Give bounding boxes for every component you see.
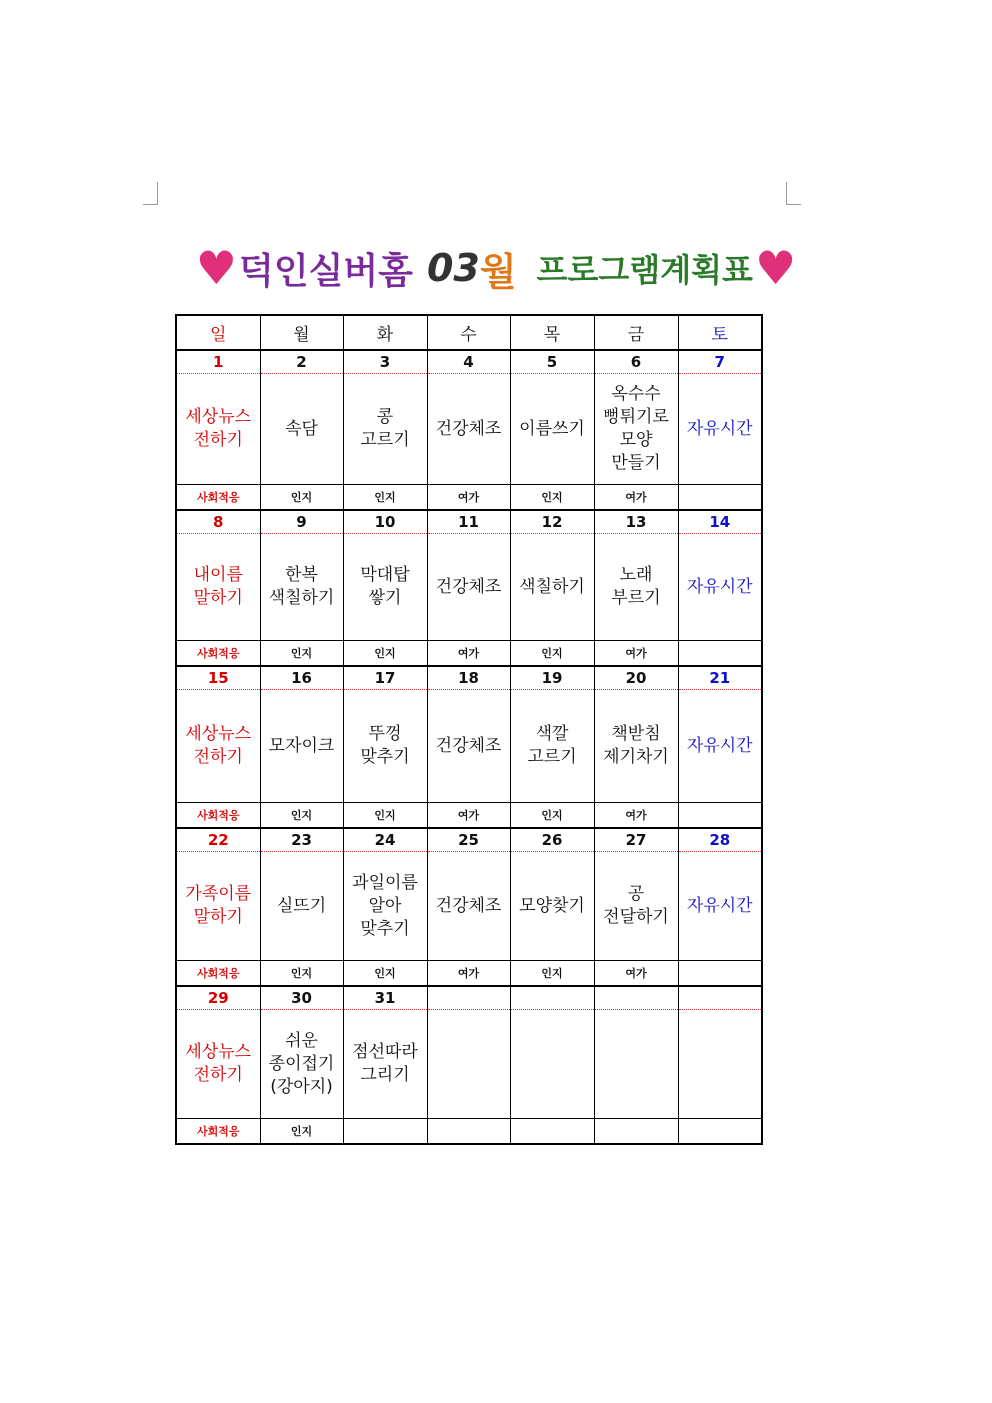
category-cell [678,485,762,511]
activity-text: (강아지) [270,1076,333,1097]
page-corner-mark-left [143,182,158,205]
activity-cell [594,534,678,641]
activity-cell [260,852,343,961]
category-row [176,961,762,987]
activity-text: 색칠하기 [268,588,335,608]
date-cell: 7 [678,350,762,374]
activity-cell [678,852,762,961]
weekday-header: 일 [176,315,260,350]
activity-cell [343,852,427,961]
heart-icon: ♥ [754,241,797,295]
activity-row [176,1010,762,1119]
category-cell: 사회적응 [176,961,260,987]
category-row [176,485,762,511]
activity-cell [510,534,594,641]
activity-text: 세상뉴스 [185,407,252,427]
date-row [176,828,762,852]
category-cell [678,641,762,667]
activity-text: 노래 [619,565,653,585]
activity-text: 맞추기 [360,747,410,767]
category-cell: 여가 [427,485,510,511]
activity-text: 전하기 [193,1065,243,1085]
category-cell: 인지 [343,485,427,511]
program-calendar-table [175,314,763,1145]
activity-text: 전하기 [193,430,243,450]
category-cell: 사회적응 [176,1119,260,1145]
date-cell: 18 [427,666,510,690]
category-cell: 인지 [260,641,343,667]
activity-cell [260,690,343,803]
activity-text: 한복 [285,565,318,585]
title-month-label: 월 [479,249,517,294]
date-cell: 5 [510,350,594,374]
title-name: 덕인실버홈 [239,250,413,292]
category-cell: 인지 [260,961,343,987]
category-cell [343,1119,427,1145]
activity-text: 알아 [368,895,402,916]
activity-cell [594,690,678,803]
weekday-header: 월 [260,315,343,350]
activity-cell [510,1010,594,1119]
activity-text: 뻥튀기로 [603,407,669,427]
date-cell [510,986,594,1010]
activity-cell [427,690,510,803]
activity-row [176,374,762,485]
date-cell: 17 [343,666,427,690]
activity-text: 말하기 [193,907,243,927]
activity-cell [594,1010,678,1119]
activity-cell [343,690,427,803]
category-cell: 인지 [510,803,594,829]
weekday-header-row [176,315,762,350]
activity-cell [678,690,762,803]
activity-text: 책받침 [611,724,661,744]
category-cell: 인지 [343,803,427,829]
activity-text: 맞추기 [360,918,410,939]
activity-cell [176,852,260,961]
activity-cell [510,374,594,485]
activity-text: 고르기 [527,747,577,767]
activity-cell [343,1010,427,1119]
activity-text: 자유시간 [686,418,753,439]
activity-text: 모양 [619,430,653,450]
heart-icon: ♥ [195,241,238,295]
date-row [176,510,762,534]
activity-text: 내이름 [193,565,243,585]
date-cell: 12 [510,510,594,534]
activity-text: 모자이크 [268,735,335,756]
activity-cell [427,534,510,641]
date-cell: 28 [678,828,762,852]
activity-text: 막대탑 [360,565,410,585]
activity-text: 건강체조 [435,576,502,597]
activity-text: 색칠하기 [519,576,585,597]
date-cell: 15 [176,666,260,690]
activity-text: 세상뉴스 [185,724,252,744]
date-cell: 16 [260,666,343,690]
activity-cell [343,374,427,485]
activity-text: 전하기 [193,747,243,767]
date-cell: 21 [678,666,762,690]
activity-text: 공 [627,884,645,904]
activity-text: 모양찾기 [519,895,585,916]
activity-cell [678,1010,762,1119]
weekday-header: 화 [343,315,427,350]
category-cell: 여가 [594,641,678,667]
activity-cell [260,534,343,641]
category-cell: 인지 [343,641,427,667]
activity-text: 건강체조 [435,418,502,439]
category-cell: 여가 [594,803,678,829]
weekday-header: 금 [594,315,678,350]
category-cell: 인지 [510,961,594,987]
activity-row [176,534,762,641]
date-cell: 29 [176,986,260,1010]
activity-text: 그리기 [360,1065,410,1085]
category-cell: 인지 [260,1119,343,1145]
weekday-header: 토 [678,315,762,350]
activity-text: 자유시간 [686,576,753,597]
date-cell: 31 [343,986,427,1010]
activity-text: 콩 [376,407,394,427]
title-month-number: 03 [426,246,480,290]
activity-cell [678,534,762,641]
activity-text: 전달하기 [603,907,669,927]
category-cell: 인지 [260,803,343,829]
category-cell [427,1119,510,1145]
category-cell: 여가 [427,803,510,829]
activity-cell [510,852,594,961]
date-cell: 1 [176,350,260,374]
date-cell: 9 [260,510,343,534]
activity-text: 종이접기 [268,1053,335,1074]
date-cell: 10 [343,510,427,534]
date-cell [678,986,762,1010]
activity-cell [176,534,260,641]
activity-row [176,690,762,803]
category-cell [678,1119,762,1145]
category-cell: 인지 [343,961,427,987]
date-cell: 25 [427,828,510,852]
category-cell [678,961,762,987]
date-cell: 11 [427,510,510,534]
date-cell: 26 [510,828,594,852]
category-cell [510,1119,594,1145]
activity-text: 점선따라 [352,1042,418,1062]
date-row [176,666,762,690]
activity-cell [343,534,427,641]
activity-cell [260,374,343,485]
activity-cell [427,1010,510,1119]
activity-cell [427,374,510,485]
date-cell: 22 [176,828,260,852]
weekday-header: 목 [510,315,594,350]
activity-cell [176,374,260,485]
activity-cell [260,1010,343,1119]
date-row [176,350,762,374]
date-cell: 23 [260,828,343,852]
category-cell: 인지 [260,485,343,511]
activity-text: 부르기 [611,588,661,608]
category-cell: 여가 [427,961,510,987]
activity-text: 속담 [285,418,318,439]
date-cell: 20 [594,666,678,690]
activity-cell [678,374,762,485]
activity-text: 세상뉴스 [185,1042,252,1062]
activity-text: 색깔 [535,724,569,744]
activity-text: 가족이름 [185,884,252,904]
title-plan-label: 프로그램계획표 [536,251,753,289]
date-cell: 3 [343,350,427,374]
category-row [176,1119,762,1145]
activity-text: 뚜껑 [368,724,402,744]
activity-row [176,852,762,961]
weekday-header: 수 [427,315,510,350]
date-cell: 24 [343,828,427,852]
category-cell: 사회적응 [176,641,260,667]
activity-cell [427,852,510,961]
category-cell: 사회적응 [176,803,260,829]
category-cell: 인지 [510,485,594,511]
activity-text: 이름쓰기 [519,418,585,439]
date-cell: 14 [678,510,762,534]
date-cell: 27 [594,828,678,852]
activity-text: 과일이름 [352,872,418,893]
activity-cell [176,1010,260,1119]
category-cell [678,803,762,829]
category-row [176,641,762,667]
activity-text: 제기차기 [603,747,669,767]
activity-text: 쉬운 [285,1030,318,1051]
activity-text: 쌓기 [368,588,402,608]
category-cell: 여가 [427,641,510,667]
date-cell: 19 [510,666,594,690]
date-cell [594,986,678,1010]
date-cell: 4 [427,350,510,374]
activity-text: 자유시간 [686,895,753,916]
activity-cell [594,852,678,961]
activity-text: 건강체조 [435,735,502,756]
activity-cell [510,690,594,803]
activity-text: 말하기 [193,588,243,608]
category-cell: 여가 [594,961,678,987]
date-cell: 2 [260,350,343,374]
activity-text: 만들기 [611,453,661,473]
activity-text: 실뜨기 [276,895,327,916]
activity-text: 자유시간 [686,735,753,756]
date-cell: 13 [594,510,678,534]
activity-text: 옥수수 [611,384,661,404]
page-corner-mark-right [786,182,801,205]
activity-cell [594,374,678,485]
date-cell: 6 [594,350,678,374]
activity-text: 건강체조 [435,895,502,916]
category-cell: 인지 [510,641,594,667]
activity-cell [176,690,260,803]
page-title [0,240,992,296]
date-cell [427,986,510,1010]
category-cell [594,1119,678,1145]
activity-text: 고르기 [360,430,410,450]
date-cell: 8 [176,510,260,534]
date-cell: 30 [260,986,343,1010]
category-row [176,803,762,829]
category-cell: 사회적응 [176,485,260,511]
category-cell: 여가 [594,485,678,511]
date-row [176,986,762,1010]
